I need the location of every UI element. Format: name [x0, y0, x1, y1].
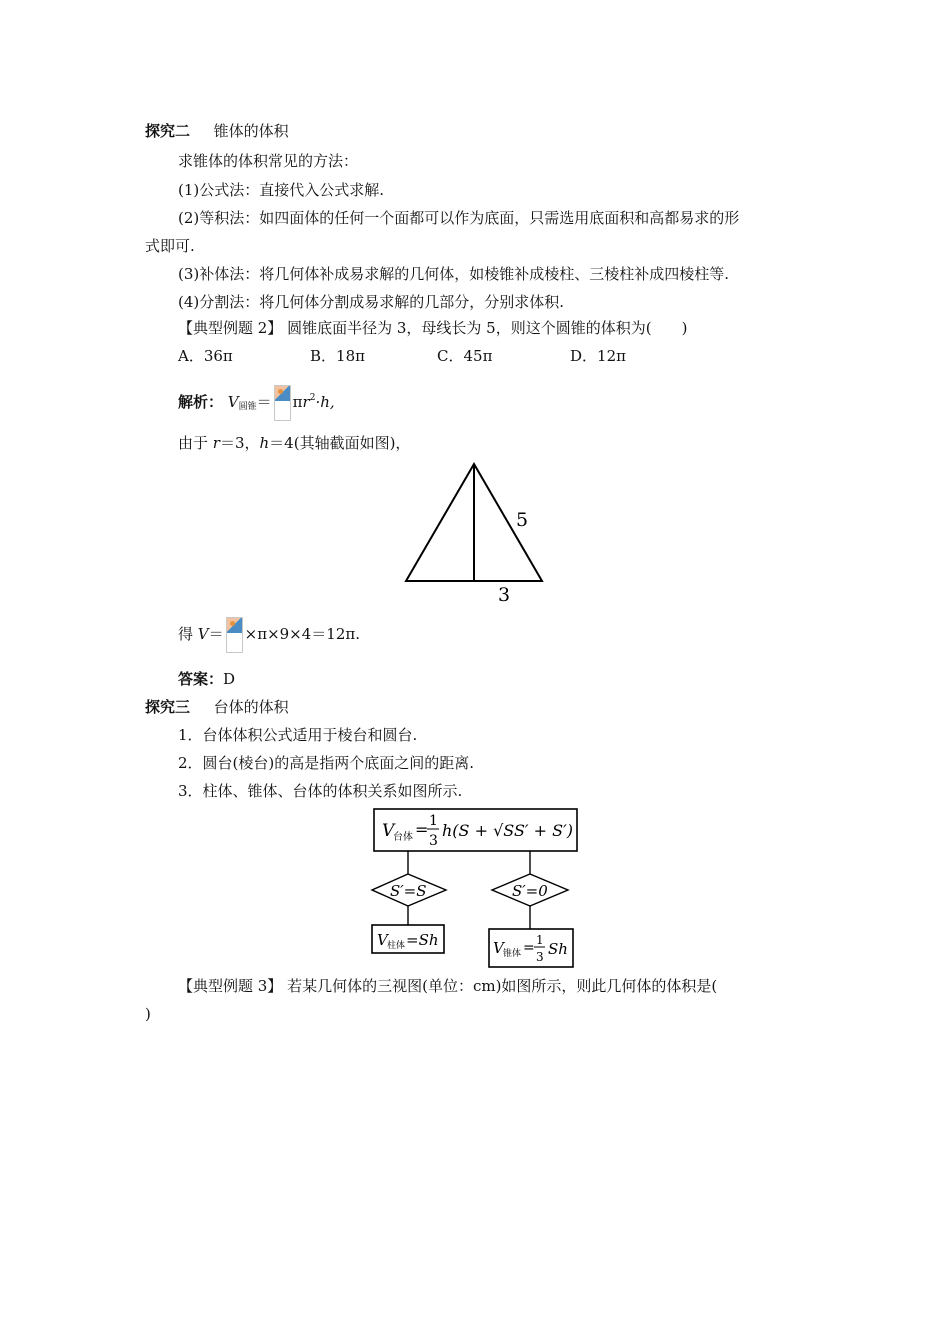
- given-r: r: [212, 434, 220, 452]
- fraction-image-placeholder: [274, 385, 291, 421]
- formula-sub: 圆锥: [238, 402, 257, 412]
- solution-row: [178, 378, 335, 427]
- cone-cross-section-figure: [398, 458, 553, 608]
- answer-value: D: [223, 670, 236, 688]
- method-2: (2)等积法：如四面体的任何一个面都可以作为底面，只需选用底面积和高都易求的形: [178, 209, 740, 227]
- condition-left: S′=S: [390, 882, 427, 900]
- example3-question: 若某几何体的三视图(单位：cm)如图所示，则此几何体的体积是(: [287, 977, 718, 995]
- result-prefix: 得: [178, 625, 198, 643]
- example3-close: ): [145, 1005, 151, 1023]
- example2-question: 圆锥底面半径为 3，母线长为 5，则这个圆锥的体积为( ): [287, 319, 688, 337]
- section3-title: 台体的体积: [213, 698, 289, 716]
- frustum-sub: 台体: [393, 832, 413, 843]
- pyramid-eq: =: [523, 940, 535, 956]
- given-mid: ＝3，: [219, 434, 260, 452]
- broken-image-icon: [275, 386, 290, 401]
- method-2-cont: 式即可.: [145, 237, 195, 255]
- prism-v: V: [377, 931, 388, 949]
- option-b: B．18π: [310, 347, 365, 365]
- pyramid-sub: 锥体: [503, 949, 522, 959]
- prism-sub: 柱体: [387, 941, 406, 951]
- solution-label: 解析：: [178, 393, 224, 411]
- fraction-image-placeholder-2: [226, 617, 243, 653]
- formula-eq: ＝: [256, 393, 272, 411]
- pyramid-v: V: [493, 939, 504, 957]
- result-v: V: [197, 625, 209, 643]
- given-h: h: [259, 434, 270, 452]
- frac-den: 3: [429, 833, 438, 849]
- section3-heading: 探究三: [145, 698, 191, 716]
- frustum-eq: =: [415, 820, 429, 839]
- method-1: (1)公式法：直接代入公式求解.: [178, 181, 385, 199]
- answer-row: [178, 669, 235, 689]
- method-3: (3)补体法：将几何体补成易求解的几何体，如棱锥补成棱柱、三棱柱补成四棱柱等.: [178, 265, 730, 283]
- result-tail: ×π×9×4＝12π.: [244, 625, 361, 643]
- pyramid-frac-den: 3: [536, 950, 544, 964]
- pyramid-formula: Sh: [548, 940, 568, 958]
- formula-exp: 2: [309, 393, 316, 403]
- pyramid-frac-num: 1: [536, 933, 544, 947]
- answer-label: 答案：: [178, 670, 224, 688]
- option-d: D．12π: [570, 347, 626, 365]
- frustum-formula: h(S + √SS′ + S′): [442, 821, 573, 840]
- example2-tag: 【典型例题 2】: [178, 319, 283, 337]
- given-row: [178, 433, 410, 453]
- section3-point-2: 2．圆台(棱台)的高是指两个底面之间的距离.: [178, 754, 475, 772]
- example2-question-row: [178, 318, 687, 338]
- option-a: A．36π: [178, 347, 233, 365]
- slant-label: 5: [516, 509, 529, 531]
- section2-title: 锥体的体积: [213, 122, 289, 140]
- formula-r: r: [302, 393, 310, 411]
- method-4: (4)分割法：将几何体分割成易求解的几部分，分别求体积.: [178, 293, 565, 311]
- given-tail: ＝4(其轴截面如图)，: [269, 434, 411, 452]
- section3-point-1: 1．台体体积公式适用于棱台和圆台.: [178, 726, 418, 744]
- prism-formula: =Sh: [406, 931, 439, 949]
- formula-pi: π: [292, 393, 303, 411]
- formula-v: V: [227, 393, 239, 411]
- option-c: C．45π: [437, 347, 493, 365]
- broken-image-icon: [227, 618, 242, 633]
- volume-relationship-diagram: [368, 805, 583, 970]
- result-eq: ＝: [208, 625, 224, 643]
- radius-label: 3: [498, 584, 511, 606]
- example3-question-row: [178, 976, 717, 996]
- section3-point-3: 3．柱体、锥体、台体的体积关系如图所示.: [178, 782, 463, 800]
- frustum-v: V: [382, 821, 395, 841]
- result-row: [178, 614, 360, 654]
- section3-heading-row: [145, 697, 289, 717]
- section2-heading-row: [145, 121, 289, 141]
- example3-tag: 【典型例题 3】: [178, 977, 283, 995]
- condition-right: S′=0: [512, 882, 548, 900]
- section2-intro: 求锥体的体积常见的方法：: [178, 152, 359, 170]
- section2-heading: 探究二: [145, 122, 191, 140]
- formula-tail: ·h,: [315, 393, 335, 411]
- frac-num: 1: [429, 813, 438, 829]
- given-prefix: 由于: [178, 434, 213, 452]
